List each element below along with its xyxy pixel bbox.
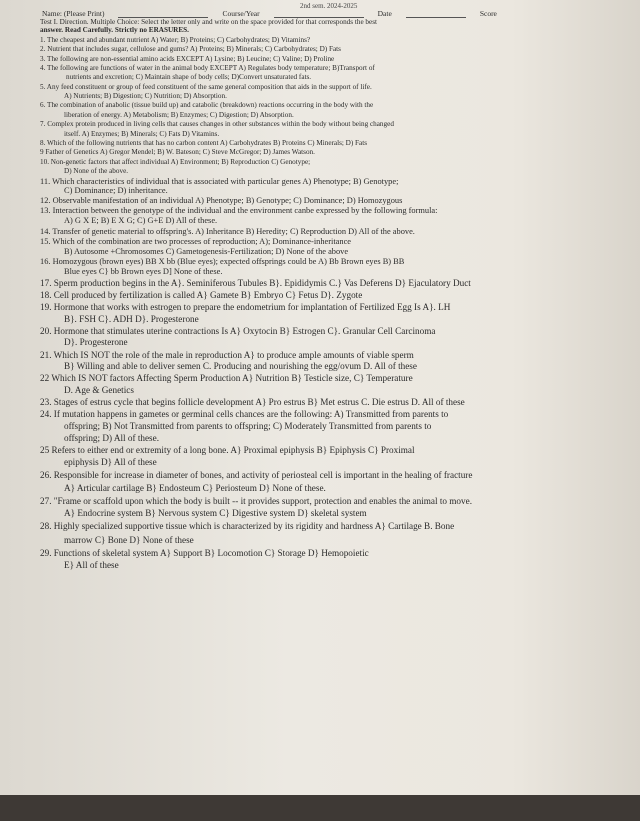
question-line: B}. FSH C}. ADH D}. Progesterone bbox=[64, 314, 199, 324]
question-line: 11. Which characteristics of individual that is associated with particular genes A) Phenotype; B) Genotype; bbox=[40, 177, 399, 186]
date-label: Date bbox=[377, 9, 392, 18]
question-line: offspring; D) All of these. bbox=[64, 433, 160, 443]
question-line: 6. The combination of anabolic (tissue build up) and catabolic (breakdown) reactions occurring in the body with the bbox=[40, 101, 374, 109]
question-line: nutrients and excretion; C) Maintain shape of body cells; D)Convert unsaturated fats. bbox=[66, 73, 312, 81]
semester-label: 2nd sem. 2024-2025 bbox=[300, 2, 358, 10]
question-line: 24. If mutation happens in gametes or germinal cells chances are the following: A) Transmitted from parents to bbox=[40, 409, 449, 419]
course-label: Course/Year bbox=[222, 9, 260, 18]
question-line: D. Age & Genetics bbox=[64, 385, 134, 395]
question-line: 10. Non-genetic factors that affect individual A) Environment; B) Reproduction C) Genotype; bbox=[40, 158, 311, 166]
question-line: 12. Observable manifestation of an individual A) Phenotype; B) Genotype; C) Dominance; D) Homozygous bbox=[40, 196, 403, 205]
question-line: A) Nutrients; B) Digestion; C) Nutrition; D) Absorption. bbox=[64, 92, 227, 100]
score-label: Score bbox=[479, 9, 497, 18]
question-line: 27. "Frame or scaffold upon which the body is built -- it provides support, protection and enables the animal to move. bbox=[40, 496, 472, 506]
question-line: marrow C} Bone D} None of these bbox=[64, 535, 194, 545]
question-line: D}. Progesterone bbox=[64, 337, 128, 347]
question-line: 28. Highly specialized supportive tissue which is characterized by its rigidity and hardness A} Cartilage B. Bone bbox=[40, 521, 455, 531]
question-line: 18. Cell produced by fertilization is called A} Gamete B} Embryo C} Fetus D}. Zygote bbox=[40, 290, 363, 300]
question-line: itself. A) Enzymes; B) Minerals; C) Fats D) Vitamins. bbox=[64, 130, 220, 138]
question-line: A} Endocrine system B} Nervous system C} Digestive system D} skeletal system bbox=[64, 508, 367, 518]
question-line: liberation of energy. A) Metabolism; B) Enzymes; C) Digestion; D) Absorption. bbox=[64, 111, 294, 119]
question-line: epiphysis D} All of these bbox=[64, 457, 157, 467]
question-line: E} All of these bbox=[64, 560, 119, 570]
question-line: 15. Which of the combination are two processes of reproduction; A); Dominance-inheritance bbox=[40, 237, 352, 246]
question-line: B} Willing and able to deliver semen C. Producing and nourishing the egg/ovum D. All of these bbox=[64, 361, 417, 371]
question-line: C) Dominance; D) inheritance. bbox=[64, 186, 168, 195]
question-line: 3. The following are non-essential amino acids EXCEPT A) Lysine; B) Leucine; C) Valine; D) Proline bbox=[40, 55, 335, 63]
question-line: 4. The following are functions of water in the animal body EXCEPT A) Regulates body temperature; B)Transport of bbox=[40, 64, 375, 72]
question-line: 9 Father of Genetics A) Gregor Mendel; B) W. Bateson; C) Steve McGregor; D) James Watson. bbox=[40, 148, 315, 156]
question-line: 22 Which IS NOT factors Affecting Sperm Production A} Nutrition B} Testicle size, C} Temperature bbox=[40, 373, 413, 383]
question-line: 7. Complex protein produced in living cells that causes changes in other substances within the body without being changed bbox=[40, 120, 394, 128]
question-line: A) G X E; B) E X G; C) G+E D) All of these. bbox=[64, 216, 218, 225]
question-line: A} Articular cartilage B} Endosteum C} Periosteum D} None of these. bbox=[64, 483, 326, 493]
question-line: 13. Interaction between the genotype of the individual and the environment canbe expressed by the following formula: bbox=[40, 206, 438, 215]
question-line: 16. Homozygous (brown eyes) BB X bb (Blue eyes); expected offsprings could be A) Bb Brown eyes B) BB bbox=[40, 257, 405, 266]
name-label: Name: (Please Print) bbox=[42, 9, 105, 18]
question-line: 1. The cheapest and abundant nutrient A) Water; B) Proteins; C) Carbohydrates; D) Vitamins? bbox=[40, 36, 311, 44]
question-line: B) Autosome +Chromosomes C) Gametogenesis-Fertilization; D) None of the above bbox=[64, 247, 349, 256]
exam-header bbox=[42, 9, 622, 18]
question-line: D) None of the above. bbox=[64, 167, 129, 175]
test-title: Test I. Direction. Multiple Choice: Select the letter only and write on the space provided for that corresponds the best bbox=[40, 18, 378, 26]
test-title-2: answer. Read Carefully. Strictly no ERASURES. bbox=[40, 26, 189, 34]
background-shadow bbox=[0, 795, 640, 821]
question-line: 25 Refers to either end or extremity of a long bone. A} Proximal epiphysis B} Epiphysis C} Proximal bbox=[40, 445, 415, 455]
question-line: 8. Which of the following nutrients that has no carbon content A) Carbohydrates B) Proteins C) Minerals; D) Fats bbox=[40, 139, 368, 147]
question-line: 23. Stages of estrus cycle that begins follicle development A} Pro estrus B} Met estrus C. Die estrus D. All of these bbox=[40, 397, 465, 407]
question-line: 29. Functions of skeletal system A} Support B} Locomotion C} Storage D} Hemopoietic bbox=[40, 548, 369, 558]
question-line: 19. Hormone that works with estrogen to prepare the endometrium for implantation of Fertilized Egg Is A}. LH bbox=[40, 302, 451, 312]
question-line: Blue eyes C} bb Brown eyes D] None of these. bbox=[64, 267, 223, 276]
question-line: 26. Responsible for increase in diameter of bones, and activity of periosteal cell is important in the healing of fracture bbox=[40, 470, 473, 480]
question-line: 14. Transfer of genetic material to offspring's. A) Inheritance B) Heredity; C) Reproduction D) All of the above. bbox=[40, 227, 415, 236]
question-line: 21. Which IS NOT the role of the male in reproduction A} to produce ample amounts of viable sperm bbox=[40, 350, 414, 360]
question-line: 2. Nutrient that includes sugar, cellulose and gums? A) Proteins; B) Minerals; C) Carbohydrates; D) Fats bbox=[40, 45, 341, 53]
question-line: 20. Hormone that stimulates uterine contractions Is A} Oxytocin B} Estrogen C}. Granular Cell Carcinoma bbox=[40, 326, 436, 336]
question-line: 17. Sperm production begins in the A}. Seminiferous Tubules B}. Epididymis C.} Vas Deferens D} Ejaculatory Duct bbox=[40, 278, 471, 288]
question-line: 5. Any feed constituent or group of feed constituent of the same general composition that aids in the support of life. bbox=[40, 83, 372, 91]
question-line: offspring; B) Not Transmitted from parents to offspring; C) Moderately Transmitted from parents to bbox=[64, 421, 432, 431]
